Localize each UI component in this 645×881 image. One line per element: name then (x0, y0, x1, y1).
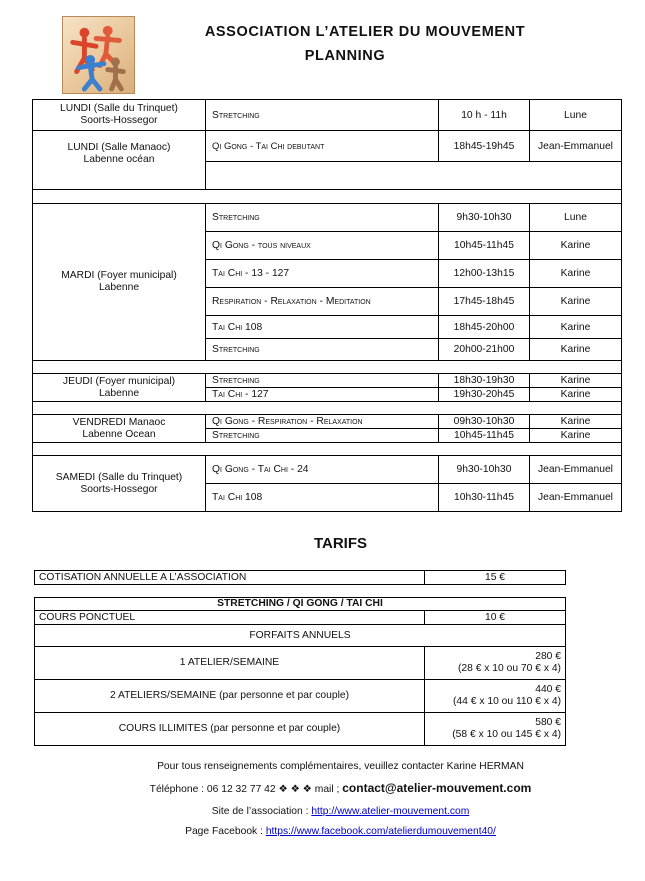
activity-cell: Tai Chi 108 (206, 316, 439, 339)
cotisation-table (34, 570, 566, 585)
teacher-cell: Karine (530, 260, 622, 288)
table-row (35, 713, 566, 746)
time-cell: 9h30-10h30 (439, 456, 530, 484)
spacer-row (33, 443, 622, 456)
cotisation-label: COTISATION ANNUELLE A L’ASSOCIATION (35, 571, 425, 585)
facebook-label: Page Facebook : (185, 826, 263, 837)
time-cell: 10h30-11h45 (439, 484, 530, 512)
teacher-cell: Karine (530, 415, 622, 429)
day-cell: JEUDI (Foyer municipal) Labenne (33, 374, 206, 402)
day-cell: SAMEDI (Salle du Trinquet) Soorts-Hossegor (33, 456, 206, 512)
site-line (18, 806, 645, 817)
activity-cell: Qi Gong - tous niveaux (206, 232, 439, 260)
empty-cell (206, 162, 622, 190)
teacher-cell: Karine (530, 339, 622, 361)
page-subtitle: PLANNING (304, 48, 386, 64)
time-cell: 10 h - 11h (439, 100, 530, 131)
association-logo (62, 16, 135, 94)
teacher-cell: Karine (530, 316, 622, 339)
facebook-link[interactable]: https://www.facebook.com/atelierdumouvement40/ (265, 826, 496, 837)
forfait-price: 280 € (28 € x 10 ou 70 € x 4) (425, 647, 566, 680)
table-row (35, 611, 566, 625)
time-cell: 09h30-10h30 (439, 415, 530, 429)
teacher-cell: Jean-Emmanuel (530, 131, 622, 162)
facebook-line (18, 826, 645, 837)
table-row (33, 415, 622, 429)
teacher-cell: Karine (530, 429, 622, 443)
forfait-label: 2 ATELIERS/SEMAINE (par personne et par couple) (35, 680, 425, 713)
teacher-cell: Lune (530, 100, 622, 131)
spacer-row (33, 190, 622, 204)
forfait-label: COURS ILLIMITES (par personne et par couple) (35, 713, 425, 746)
section-header: STRETCHING / QI GONG / TAI CHI (35, 598, 566, 611)
forfait-label: 1 ATELIER/SEMAINE (35, 647, 425, 680)
phone-line (18, 781, 645, 795)
activity-cell: Stretching (206, 204, 439, 232)
time-cell: 18h30-19h30 (439, 374, 530, 388)
spacer-cell (33, 361, 622, 374)
activity-cell: Respiration - Relaxation - Meditation (206, 288, 439, 316)
teacher-cell: Karine (530, 374, 622, 388)
activity-cell: Qi Gong - Tai Chi debutant (206, 131, 439, 162)
table-row (33, 100, 622, 131)
spacer-row (33, 402, 622, 415)
time-cell: 10h45-11h45 (439, 232, 530, 260)
teacher-cell: Karine (530, 288, 622, 316)
planning-table (32, 99, 622, 512)
time-cell: 10h45-11h45 (439, 429, 530, 443)
spacer-cell (33, 190, 622, 204)
activity-cell: Tai Chi 108 (206, 484, 439, 512)
phone-text: Téléphone : 06 12 32 77 42 ❖ ❖ ❖ mail ; (149, 784, 340, 795)
table-row (35, 625, 566, 647)
tarifs-heading: TARIFS (313, 535, 368, 552)
table-row (35, 647, 566, 680)
site-label: Site de l’association : (211, 806, 309, 817)
teacher-cell: Jean-Emmanuel (530, 456, 622, 484)
time-cell: 18h45-20h00 (439, 316, 530, 339)
time-cell: 12h00-13h15 (439, 260, 530, 288)
activity-cell: Stretching (206, 429, 439, 443)
email-link[interactable]: contact@atelier-mouvement.com (342, 781, 532, 795)
table-row (35, 598, 566, 611)
teacher-cell: Jean-Emmanuel (530, 484, 622, 512)
table-row (33, 456, 622, 484)
day-cell: MARDI (Foyer municipal) Labenne (33, 204, 206, 361)
activity-cell: Qi Gong - Tai Chi - 24 (206, 456, 439, 484)
ponctuel-label: COURS PONCTUEL (35, 611, 425, 625)
ponctuel-price: 10 € (425, 611, 566, 625)
activity-cell: Qi Gong - Respiration - Relaxation (206, 415, 439, 429)
page-title: ASSOCIATION L’ATELIER DU MOUVEMENT (204, 24, 526, 40)
forfait-price: 440 € (44 € x 10 ou 110 € x 4) (425, 680, 566, 713)
time-cell: 20h00-21h00 (439, 339, 530, 361)
day-cell: VENDREDI Manaoc Labenne Ocean (33, 415, 206, 443)
forfait-price: 580 € (58 € x 10 ou 145 € x 4) (425, 713, 566, 746)
time-cell: 9h30-10h30 (439, 204, 530, 232)
activity-cell: Stretching (206, 339, 439, 361)
spacer-cell (33, 402, 622, 415)
spacer-cell (33, 443, 622, 456)
table-row (35, 680, 566, 713)
activity-cell: Tai Chi - 13 - 127 (206, 260, 439, 288)
table-row (33, 131, 622, 162)
tarifs-table (34, 597, 566, 746)
teacher-cell: Karine (530, 232, 622, 260)
table-row (33, 204, 622, 232)
cotisation-price: 15 € (425, 571, 566, 585)
time-cell: 19h30-20h45 (439, 388, 530, 402)
teacher-cell: Karine (530, 388, 622, 402)
forfaits-header: FORFAITS ANNUELS (35, 625, 566, 647)
table-row (33, 374, 622, 388)
time-cell: 17h45-18h45 (439, 288, 530, 316)
activity-cell: Stretching (206, 100, 439, 131)
teacher-cell: Lune (530, 204, 622, 232)
day-cell: LUNDI (Salle du Trinquet) Soorts-Hossegor (33, 100, 206, 131)
day-cell: LUNDI (Salle Manaoc) Labenne océan (33, 131, 206, 190)
activity-cell: Tai Chi - 127 (206, 388, 439, 402)
activity-cell: Stretching (206, 374, 439, 388)
site-link[interactable]: http://www.atelier-mouvement.com (311, 806, 470, 817)
table-row (35, 571, 566, 585)
spacer-row (33, 361, 622, 374)
contact-line: Pour tous renseignements complémentaires, veuillez contacter Karine HERMAN (157, 761, 524, 772)
time-cell: 18h45-19h45 (439, 131, 530, 162)
